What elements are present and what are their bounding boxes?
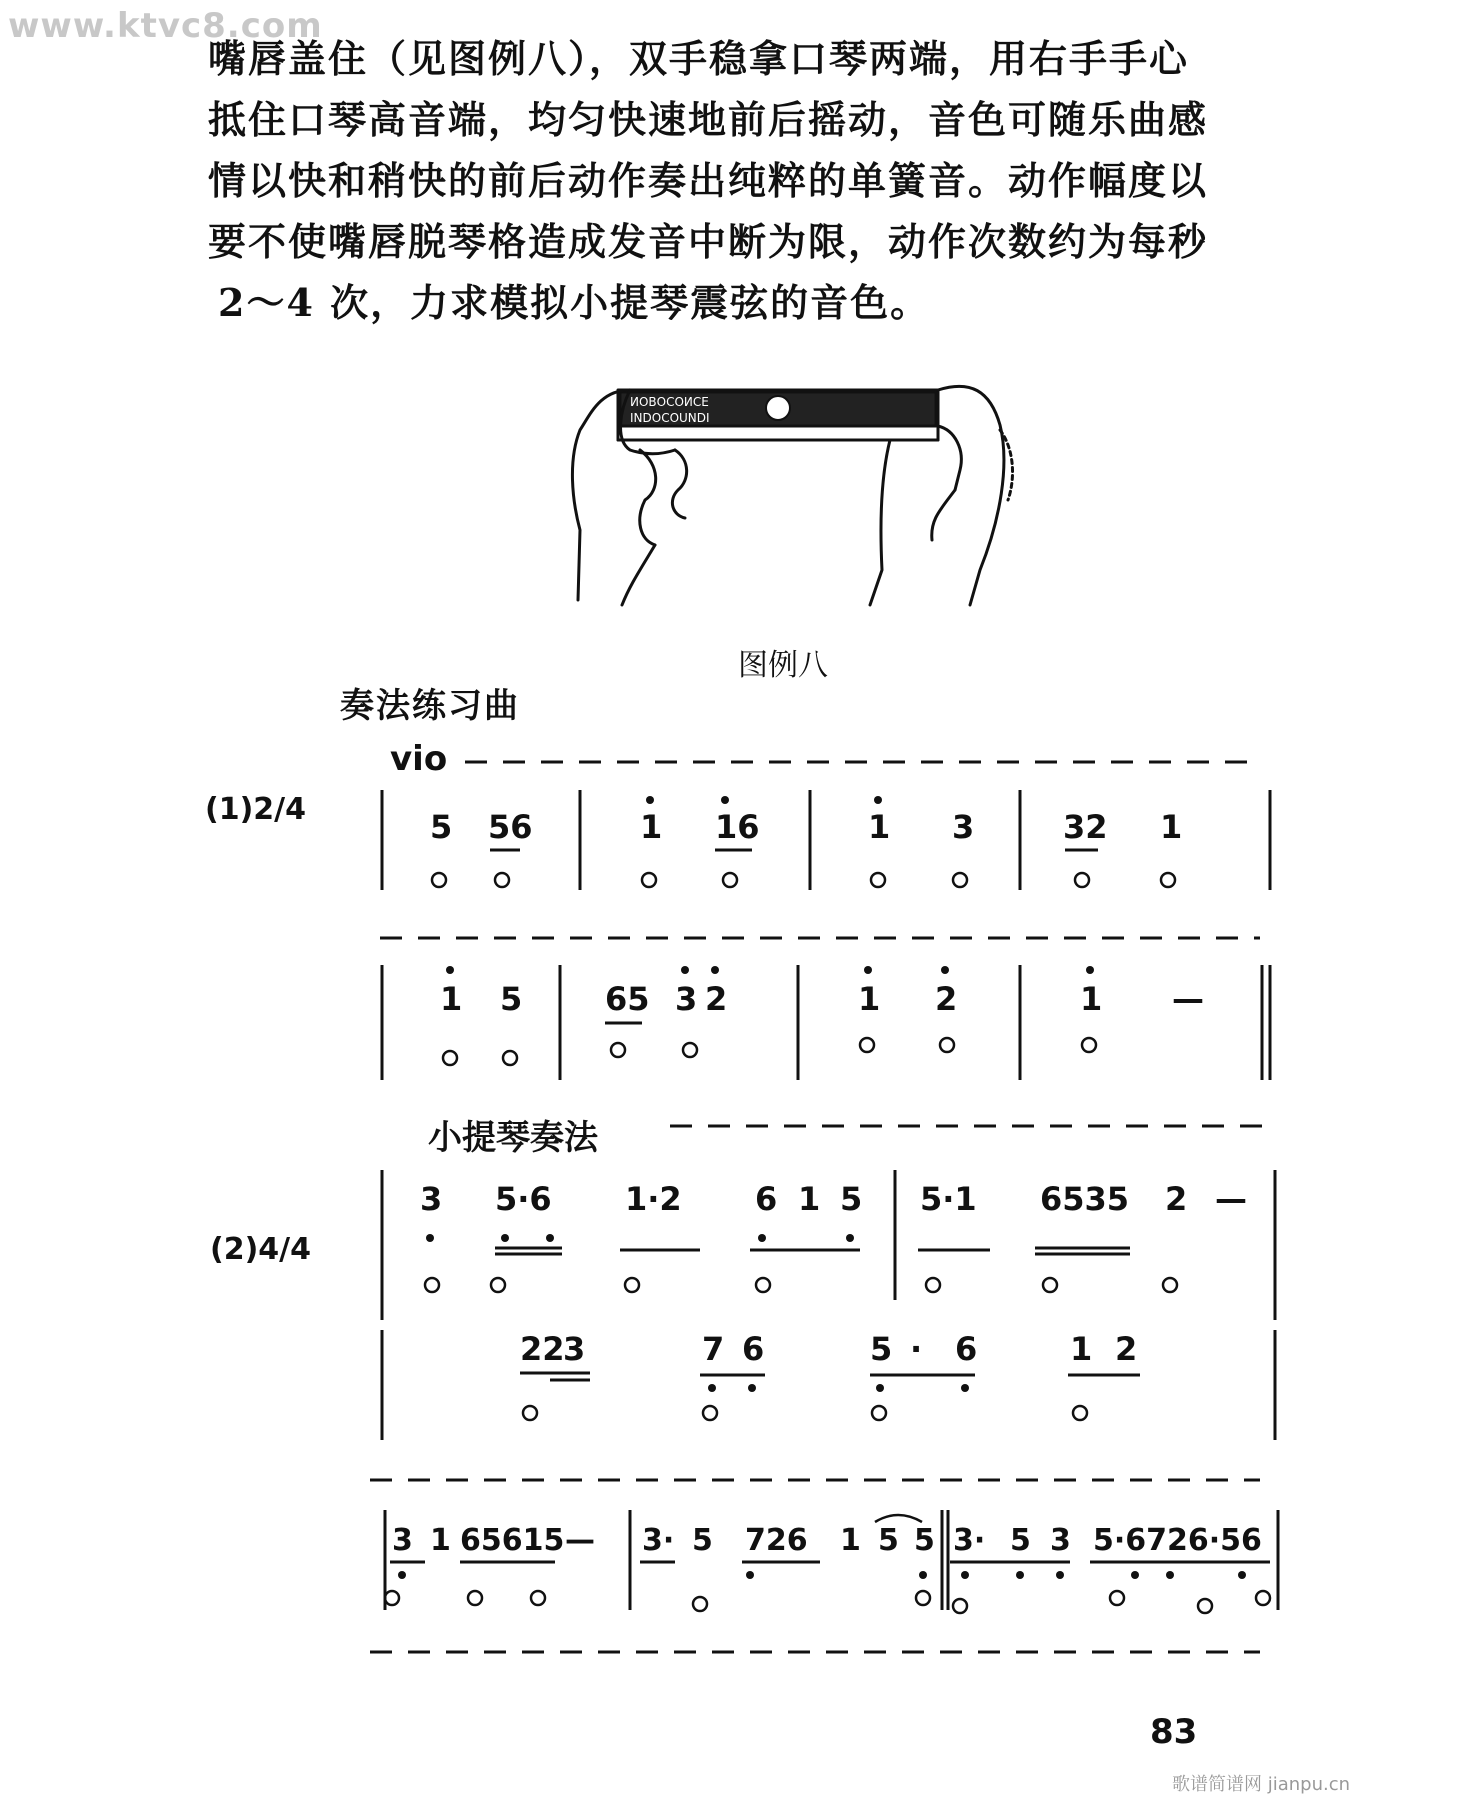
note: 2	[705, 980, 728, 1018]
note: 1	[868, 808, 891, 846]
harmonica-text-bottom: INDOCOUNDI	[630, 411, 710, 425]
exercise2-score	[370, 1170, 1310, 1670]
note: 3	[952, 808, 975, 846]
note: 32	[1063, 808, 1108, 846]
note: 3·	[953, 1523, 986, 1558]
note: 3·	[642, 1523, 675, 1558]
violin-technique-label: 小提琴奏法	[428, 1118, 598, 1158]
note: 5·6726·56	[1093, 1523, 1262, 1558]
paragraph-line: 嘴唇盖住（见图例八），双手稳拿口琴两端，用右手手心	[208, 36, 1190, 81]
note: 6	[755, 1180, 778, 1218]
note: 3	[563, 1330, 586, 1368]
watermark-bottom: 歌谱简谱网 jianpu.cn	[1172, 1774, 1351, 1795]
section-title: 奏法练习曲	[340, 686, 520, 726]
exercise1-score	[360, 740, 1300, 1100]
harmonica-emblem	[766, 396, 790, 420]
harmonica-text-top: ИОВОСОИСЕ	[630, 395, 709, 409]
note: 1·2	[625, 1180, 682, 1218]
note: 1	[430, 1523, 451, 1558]
paragraph-line: 要不使嘴唇脱琴格造成发音中断为限，动作次数约为每秒	[208, 219, 1209, 264]
note: 6	[955, 1330, 978, 1368]
note: 2	[1165, 1180, 1188, 1218]
note: 5·1	[920, 1180, 977, 1218]
note: —	[1172, 980, 1204, 1018]
note: —	[1215, 1180, 1247, 1218]
paragraph-line: 2～4 次，力求模拟小提琴震弦的音色。	[218, 280, 931, 325]
note: 1	[798, 1180, 821, 1218]
note: 5	[1010, 1523, 1031, 1558]
note: 3	[675, 980, 698, 1018]
body-paragraph	[208, 28, 1298, 333]
note: 5	[430, 808, 453, 846]
harmonica-illustration	[560, 370, 1060, 640]
note: 7	[702, 1330, 725, 1368]
note: 1	[1160, 808, 1183, 846]
note: 5	[840, 1180, 863, 1218]
watermark-top: www.ktvc8.com	[8, 6, 323, 46]
instruction-dash-line	[660, 1110, 1280, 1140]
note: 65615	[460, 1523, 565, 1558]
right-hand-outline	[938, 386, 1004, 605]
note: 5	[692, 1523, 713, 1558]
note: 1	[640, 808, 663, 846]
note: 5	[878, 1523, 899, 1558]
note: 5	[914, 1523, 935, 1558]
note: ·	[910, 1330, 923, 1368]
note: 16	[715, 808, 760, 846]
note: 2	[1115, 1330, 1138, 1368]
note: 3	[1050, 1523, 1071, 1558]
page-number: 83	[1150, 1712, 1198, 1752]
note: 3	[420, 1180, 443, 1218]
note: 56	[488, 808, 533, 846]
paragraph-line: 情以快和稍快的前后动作奏出纯粹的单簧音。动作幅度以	[208, 158, 1209, 203]
exercise1-label: (1)2/4	[205, 792, 307, 827]
note: 2	[935, 980, 958, 1018]
note: 726	[745, 1523, 808, 1558]
note: 5·6	[495, 1180, 552, 1218]
note: —	[565, 1523, 595, 1558]
note: 1	[1070, 1330, 1093, 1368]
note: 1	[858, 980, 881, 1018]
figure-caption: 图例八	[738, 648, 828, 683]
note: 65	[605, 980, 650, 1018]
note: 3	[392, 1523, 413, 1558]
note: 6535	[1040, 1180, 1130, 1218]
tie	[875, 1515, 922, 1522]
note: 1	[840, 1523, 861, 1558]
paragraph-line: 抵住口琴高音端，均匀快速地前后摇动，音色可随乐曲感	[208, 97, 1209, 142]
note: 6	[742, 1330, 765, 1368]
note: 1	[1080, 980, 1103, 1018]
vio-mark: vio	[390, 740, 448, 779]
note: 1	[440, 980, 463, 1018]
note: 22	[520, 1330, 565, 1368]
note: 5	[500, 980, 523, 1018]
note: 5	[870, 1330, 893, 1368]
exercise2-label: (2)4/4	[210, 1232, 312, 1267]
